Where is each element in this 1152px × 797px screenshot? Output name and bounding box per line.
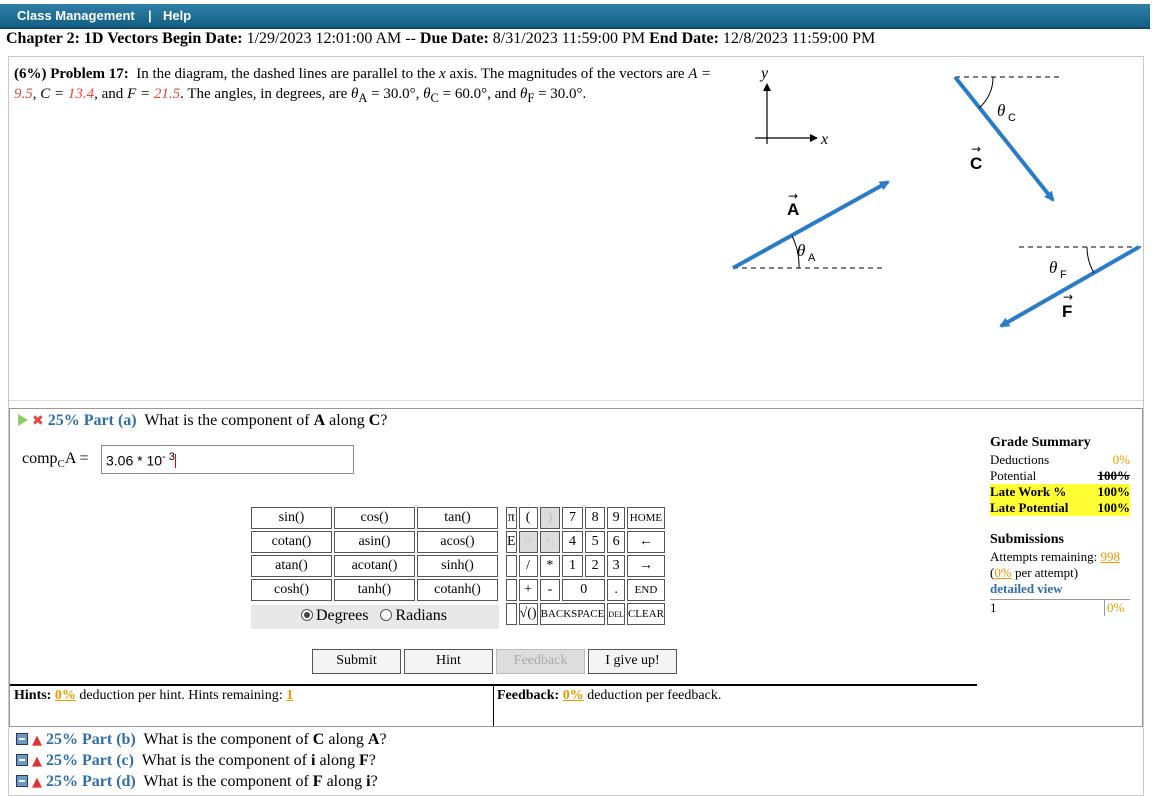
key-star[interactable]: * bbox=[540, 555, 561, 577]
angle-f-arc bbox=[1087, 247, 1094, 273]
problem-f-eq: F = bbox=[127, 86, 151, 102]
begin-date: 1/29/2023 12:01:00 AM bbox=[246, 30, 402, 47]
key-blank-1 bbox=[506, 555, 517, 577]
part-a-q-pre: What is the component of bbox=[144, 412, 310, 429]
fn-cotan[interactable]: cotan() bbox=[251, 531, 332, 553]
feedback-info bbox=[497, 688, 721, 704]
hints-info bbox=[14, 688, 293, 704]
part-c-q-end: ? bbox=[368, 752, 376, 769]
key-4[interactable]: 4 bbox=[562, 531, 583, 553]
part-b-q-b2: A bbox=[367, 731, 380, 748]
vector-c-hat: → bbox=[971, 142, 982, 156]
vector-f-label: F bbox=[1062, 302, 1073, 321]
late-work-label: Late Work % bbox=[990, 484, 1067, 499]
fn-sinh[interactable]: sinh() bbox=[417, 555, 498, 577]
angle-unit-selector bbox=[251, 605, 499, 629]
hints-feedback-bar bbox=[10, 684, 977, 726]
problem-and: and bbox=[101, 86, 124, 102]
key-pi[interactable]: π bbox=[506, 507, 517, 529]
part-a-percent: 25% bbox=[47, 412, 80, 429]
theta-c-value: = 60.0°, and bbox=[442, 86, 517, 102]
submission-row-num: 1 bbox=[990, 600, 997, 615]
key-end[interactable]: END bbox=[627, 579, 665, 601]
answer-label bbox=[22, 450, 89, 470]
attempts-value: 998 bbox=[1100, 549, 1120, 564]
theta-c-sublabel: C bbox=[1008, 112, 1016, 124]
key-3[interactable]: 3 bbox=[607, 555, 625, 577]
key-sqrt[interactable]: √() bbox=[519, 603, 538, 625]
answer-value: 3.06 * 10 bbox=[106, 452, 163, 469]
theta-a-symbol: θ bbox=[351, 86, 359, 102]
hints-deduction: 0% bbox=[54, 688, 76, 703]
key-2[interactable]: 2 bbox=[585, 555, 606, 577]
vector-f-hat: → bbox=[1063, 290, 1074, 304]
hints-label: Hints: bbox=[14, 688, 52, 703]
key-right-arrow[interactable]: → bbox=[627, 555, 665, 577]
theta-f-symbol: θ bbox=[519, 86, 528, 102]
key-0[interactable]: 0 bbox=[562, 579, 605, 601]
answer-input[interactable] bbox=[101, 445, 354, 474]
key-e[interactable]: E bbox=[506, 531, 517, 553]
x-axis-label: x bbox=[821, 131, 829, 148]
theta-c-sub: C bbox=[430, 91, 439, 105]
vector-a-label: A bbox=[787, 200, 800, 219]
part-d-row[interactable] bbox=[16, 772, 387, 793]
part-c-q-mid: along bbox=[319, 752, 355, 769]
due-date-label: Due Date: bbox=[419, 30, 489, 47]
fn-tan[interactable]: tan() bbox=[417, 507, 498, 529]
part-a-q-mid: along bbox=[329, 412, 365, 429]
part-d-label: Part (d) bbox=[82, 773, 136, 790]
fn-sin[interactable]: sin() bbox=[251, 507, 332, 529]
fn-asin[interactable]: asin() bbox=[334, 531, 415, 553]
part-a-title bbox=[18, 412, 387, 430]
warning-icon: ▲ bbox=[32, 754, 42, 769]
value-f: 21.5 bbox=[153, 86, 181, 102]
problem-text-3: . The angles, in degrees, are bbox=[180, 86, 348, 102]
grade-summary-title: Grade Summary bbox=[990, 435, 1091, 450]
key-home[interactable]: HOME bbox=[627, 507, 665, 529]
key-down[interactable]: ^↓ bbox=[540, 531, 561, 553]
feedback-deduction: 0% bbox=[562, 688, 584, 703]
vector-c-arrow bbox=[955, 77, 1053, 200]
part-b-label: Part (b) bbox=[82, 731, 136, 748]
part-b-row[interactable] bbox=[16, 730, 387, 751]
problem-text-1: In the diagram, the dashed lines are parallel to the bbox=[136, 66, 436, 82]
key-blank-2 bbox=[506, 579, 517, 601]
key-slash[interactable]: / bbox=[519, 555, 538, 577]
problem-c-eq: C = bbox=[40, 86, 65, 102]
key-backspace[interactable]: BACKSPACE bbox=[540, 603, 606, 625]
submit-button[interactable]: Submit bbox=[312, 649, 401, 674]
key-rparen[interactable]: ) bbox=[540, 507, 561, 529]
answer-label-comp: comp bbox=[22, 450, 58, 467]
end-date: 12/8/2023 11:59:00 PM bbox=[722, 30, 876, 47]
angle-c-arc bbox=[979, 77, 993, 108]
theta-c-label: θ bbox=[997, 101, 1006, 120]
key-lparen[interactable]: ( bbox=[519, 507, 538, 529]
late-work-value: 100% bbox=[1097, 484, 1130, 499]
incorrect-icon: ✖ bbox=[32, 413, 44, 429]
part-c-q-b1: i bbox=[310, 752, 316, 769]
key-5[interactable]: 5 bbox=[585, 531, 606, 553]
due-date: 8/31/2023 11:59:00 PM bbox=[492, 30, 646, 47]
late-potential-label: Late Potential bbox=[990, 500, 1069, 515]
radians-radio[interactable] bbox=[380, 609, 392, 621]
fn-tanh[interactable]: tanh() bbox=[334, 579, 415, 601]
other-parts-list bbox=[16, 730, 387, 793]
chapter-title: Chapter 2: 1D Vectors bbox=[6, 30, 159, 47]
theta-f-sub: F bbox=[527, 91, 535, 105]
key-1[interactable]: 1 bbox=[562, 555, 583, 577]
part-d-q-b2: i bbox=[366, 773, 371, 790]
deductions-value: 0% bbox=[1112, 452, 1130, 467]
fn-cos[interactable]: cos() bbox=[334, 507, 415, 529]
menu-help[interactable]: Help bbox=[163, 8, 192, 23]
per-attempt-pct: 0% bbox=[994, 565, 1012, 580]
degrees-radio[interactable] bbox=[301, 609, 313, 621]
hints-remaining: 1 bbox=[286, 688, 294, 703]
calculator bbox=[249, 505, 664, 624]
vector-a-hat: → bbox=[788, 189, 799, 203]
key-8[interactable]: 8 bbox=[585, 507, 606, 529]
feedback-label: Feedback: bbox=[497, 688, 560, 703]
feedback-text: deduction per feedback. bbox=[587, 688, 722, 703]
key-plus[interactable]: + bbox=[519, 579, 538, 601]
theta-f-value: = 30.0°. bbox=[538, 86, 587, 102]
fn-cosh[interactable]: cosh() bbox=[251, 579, 332, 601]
detailed-view-link[interactable]: detailed view bbox=[990, 581, 1063, 596]
part-a-q-b1: A bbox=[313, 412, 326, 429]
theta-a-sub: A bbox=[358, 91, 368, 105]
key-blank-3 bbox=[506, 603, 517, 625]
end-date-label: End Date: bbox=[649, 30, 719, 47]
play-icon[interactable] bbox=[18, 414, 28, 426]
give-up-button[interactable]: I give up! bbox=[588, 649, 677, 674]
key-del[interactable]: DEL bbox=[607, 603, 625, 625]
degrees-label: Degrees bbox=[316, 607, 369, 624]
attempts-label: Attempts remaining: bbox=[990, 549, 1098, 564]
part-c-label: Part (c) bbox=[82, 752, 134, 769]
problem-statement: (6%) Problem 17: In the diagram, the dashed lines are parallel to the x axis. The magnitudes of the vectors are A = 9.5, C = 13.4, and F = 21.5. The angles, in degrees, are $\theta_A = 30.0^\circ$, $\theta_C = 60.0^\circ$, and $\theta_F = 30.0^\circ$. bbox=[14, 66, 712, 105]
collapse-icon[interactable] bbox=[16, 733, 28, 745]
chapter-info bbox=[6, 30, 875, 48]
date-dash: -- bbox=[405, 30, 416, 47]
function-keys bbox=[249, 505, 500, 603]
vector-c-label: C bbox=[970, 154, 983, 173]
fn-atan[interactable]: atan() bbox=[251, 555, 332, 577]
key-clear[interactable]: CLEAR bbox=[627, 603, 665, 625]
part-c-row[interactable] bbox=[16, 751, 387, 772]
part-c-q-b2: F bbox=[358, 752, 369, 769]
part-a-label: Part (a) bbox=[83, 412, 137, 429]
potential-value: 100% bbox=[1097, 468, 1130, 483]
theta-c-symbol: θ bbox=[423, 86, 431, 102]
part-b-q-pre: What is the component of bbox=[143, 731, 309, 748]
collapse-icon[interactable] bbox=[16, 754, 28, 766]
potential-label: Potential bbox=[990, 468, 1037, 483]
feedback-button[interactable]: Feedback bbox=[496, 649, 585, 674]
warning-icon: ▲ bbox=[32, 775, 42, 790]
key-left-arrow[interactable]: ← bbox=[627, 531, 665, 553]
part-d-q-mid: along bbox=[326, 773, 363, 790]
key-6[interactable]: 6 bbox=[607, 531, 625, 553]
text-caret bbox=[175, 454, 176, 468]
answer-label-tail: A = bbox=[64, 450, 89, 467]
keypad bbox=[504, 505, 667, 627]
fn-cotanh[interactable]: cotanh() bbox=[417, 579, 498, 601]
collapse-icon[interactable] bbox=[16, 775, 28, 787]
per-attempt-text: per attempt) bbox=[1014, 565, 1079, 580]
key-minus[interactable]: - bbox=[540, 579, 561, 601]
problem-text-2: axis. The magnitudes of the vectors are bbox=[449, 66, 685, 82]
hints-text: deduction per hint. Hints remaining: bbox=[79, 688, 283, 703]
vector-diagram bbox=[725, 60, 1145, 340]
part-b-q-end: ? bbox=[379, 731, 387, 748]
answer-label-sub: C bbox=[57, 458, 65, 471]
part-b-q-b1: C bbox=[312, 731, 325, 748]
submission-row-pct: 0% bbox=[1104, 600, 1130, 616]
value-c: 13.4 bbox=[67, 86, 95, 102]
part-d-q-b1: F bbox=[312, 773, 323, 790]
part-b-q-mid: along bbox=[328, 731, 364, 748]
deductions-label: Deductions bbox=[990, 452, 1050, 467]
hints-separator bbox=[493, 686, 494, 726]
value-a: 9.5 bbox=[14, 86, 33, 102]
key-9[interactable]: 9 bbox=[607, 507, 625, 529]
part-d-percent: 25% bbox=[46, 773, 78, 790]
part-a-q-b2: C bbox=[368, 412, 381, 429]
key-dot[interactable]: . bbox=[607, 579, 625, 601]
part-a-q-end: ? bbox=[380, 412, 388, 429]
part-c-percent: 25% bbox=[46, 752, 78, 769]
part-d-q-end: ? bbox=[370, 773, 378, 790]
theta-a-value: = 30.0°, bbox=[371, 86, 420, 102]
key-7[interactable]: 7 bbox=[562, 507, 583, 529]
late-potential-value: 100% bbox=[1097, 500, 1130, 515]
part-c-q-pre: What is the component of bbox=[141, 752, 307, 769]
grade-summary: Grade Summary Deductions 0% Potential 100% Late Work % 100% Late Potential 100% Submissions Attempts remaining: 998 (0% per attempt) detailed view 1 0% bbox=[990, 435, 1130, 615]
section-divider bbox=[9, 400, 1143, 401]
problem-a-eq: A = bbox=[688, 66, 712, 82]
problem-header: (6%) Problem 17: bbox=[14, 66, 129, 82]
menu-class-management[interactable]: Class Management bbox=[17, 8, 135, 23]
theta-a-label: θ bbox=[797, 241, 806, 260]
radians-label: Radians bbox=[395, 607, 447, 624]
part-d-q-pre: What is the component of bbox=[143, 773, 309, 790]
warning-icon: ▲ bbox=[32, 733, 42, 748]
part-b-percent: 25% bbox=[46, 731, 78, 748]
begin-date-label: Begin Date: bbox=[162, 30, 243, 47]
theta-a-sublabel: A bbox=[808, 252, 816, 264]
menu-separator: | bbox=[148, 8, 152, 23]
theta-f-sublabel: F bbox=[1060, 269, 1067, 281]
fn-acotan[interactable]: acotan() bbox=[334, 555, 415, 577]
answer-exponent: - 3 bbox=[162, 451, 175, 463]
theta-f-label: θ bbox=[1049, 258, 1058, 277]
problem-x-var: x bbox=[439, 66, 446, 82]
top-menu-bar bbox=[0, 4, 1150, 29]
y-axis-label: y bbox=[761, 65, 769, 82]
axes-icon bbox=[755, 84, 817, 144]
submissions-title: Submissions bbox=[990, 532, 1064, 547]
hint-button[interactable]: Hint bbox=[404, 649, 493, 674]
fn-acos[interactable]: acos() bbox=[417, 531, 498, 553]
key-up[interactable]: ↑^ bbox=[519, 531, 538, 553]
